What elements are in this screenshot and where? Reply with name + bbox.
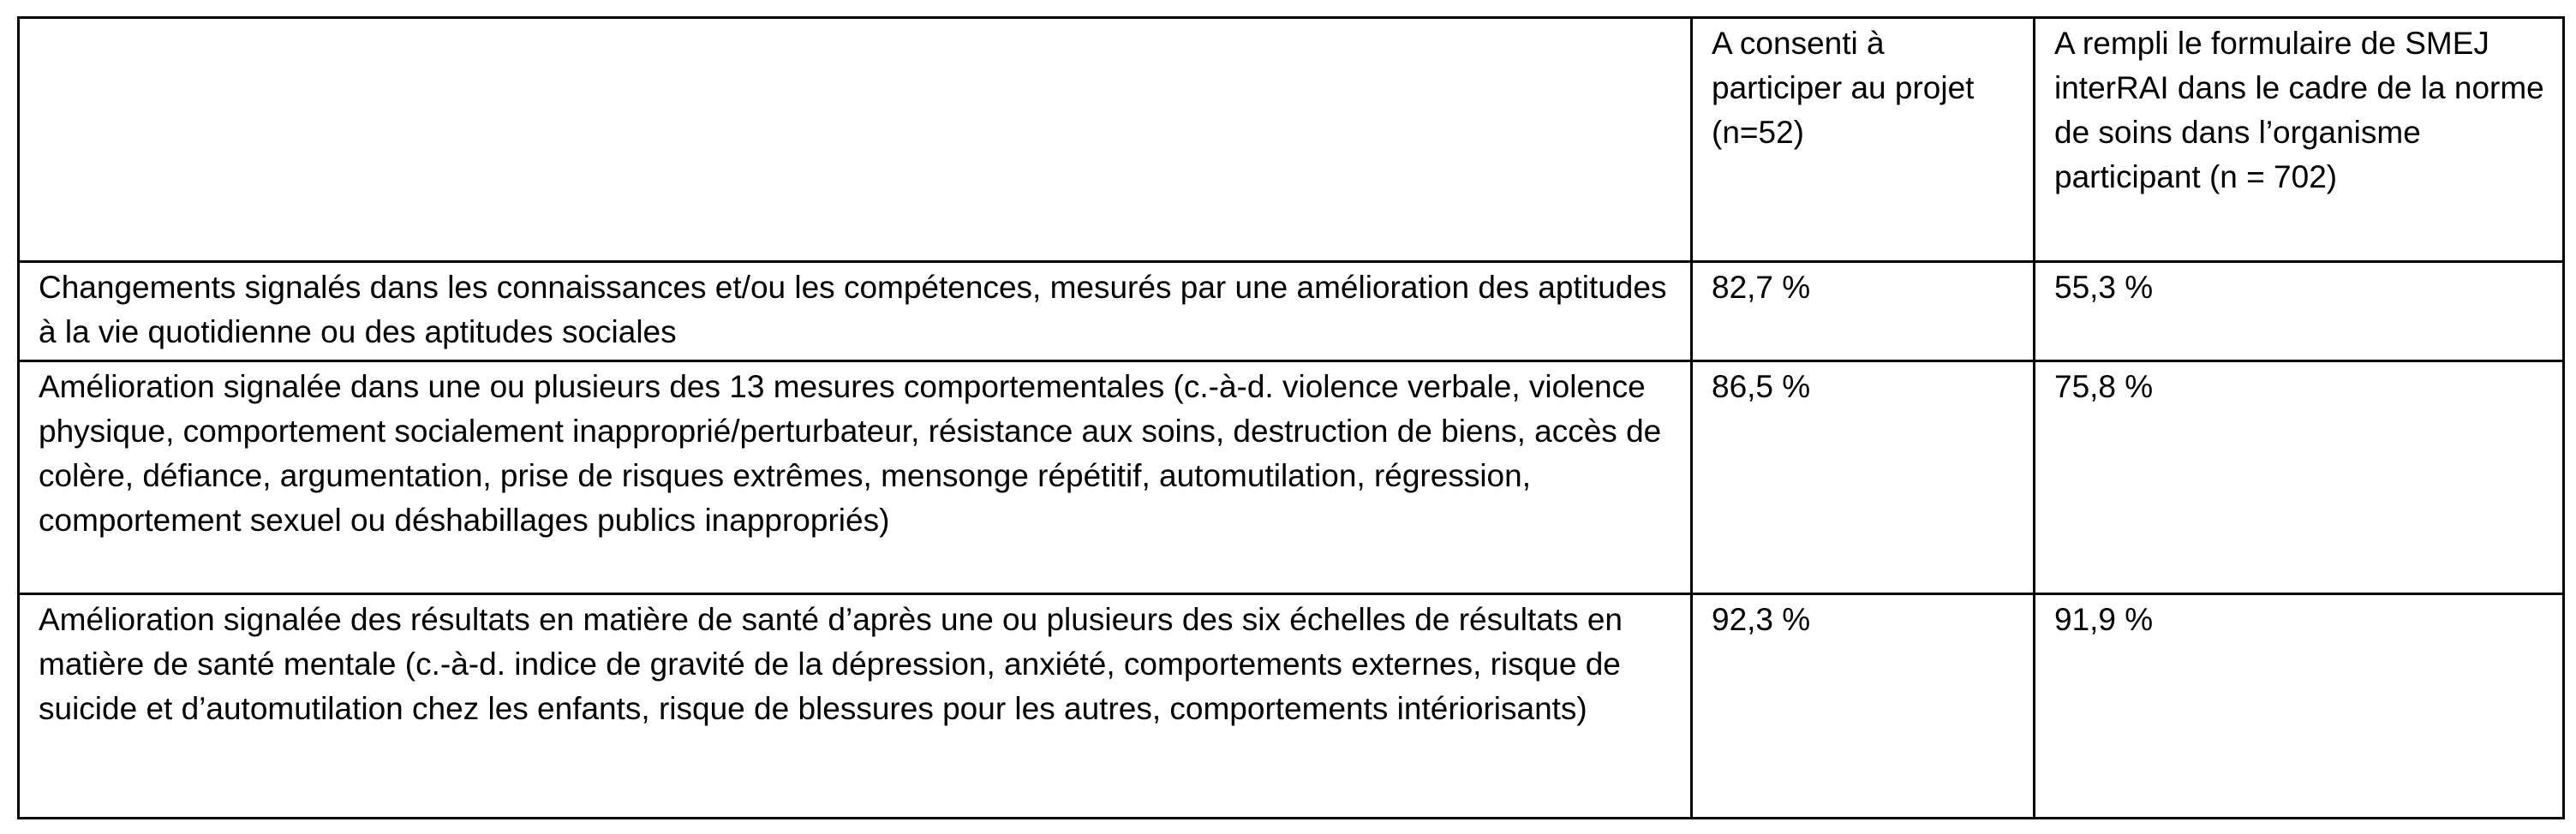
table-row xyxy=(19,262,2564,361)
header-cell-consented: A consenti à participer au projet (n=52) xyxy=(1692,18,2035,262)
completed-value: 91,9 % xyxy=(2035,594,2564,819)
table-row xyxy=(19,594,2564,819)
completed-value: 55,3 % xyxy=(2035,262,2564,361)
consented-value: 82,7 % xyxy=(1692,262,2035,361)
consented-value: 92,3 % xyxy=(1692,594,2035,819)
row-label: Amélioration signalée des résultats en matière de santé d’après une ou plusieurs des six échelles de résultats en matière de santé mentale (c.-à-d. indice de gravité de la dépression, anxiété, comportements externes, risque de suicide et d’automutilation chez les enfants, risque de blessures pour les autres, comportements intériorisants) xyxy=(19,594,1692,819)
header-cell-completed: A rempli le formulaire de SMEJ interRAI dans le cadre de la norme de soins dans l’organisme participant (n = 702) xyxy=(2035,18,2564,262)
results-table xyxy=(17,16,2565,819)
consented-value: 86,5 % xyxy=(1692,361,2035,594)
row-label: Amélioration signalée dans une ou plusieurs des 13 mesures comportementales (c.-à-d. violence verbale, violence physique, comportement socialement inapproprié/perturbateur, résistance aux soins, destruction de biens, accès de colère, défiance, argumentation, prise de risques extrêmes, mensonge répétitif, automutilation, régression, comportement sexuel ou déshabillages publics inappropriés) xyxy=(19,361,1692,594)
header-cell-empty xyxy=(19,18,1692,262)
completed-value: 75,8 % xyxy=(2035,361,2564,594)
table-header-row xyxy=(19,18,2564,262)
table-row xyxy=(19,361,2564,594)
row-label: Changements signalés dans les connaissances et/ou les compétences, mesurés par une amélioration des aptitudes à la vie quotidienne ou des aptitudes sociales xyxy=(19,262,1692,361)
